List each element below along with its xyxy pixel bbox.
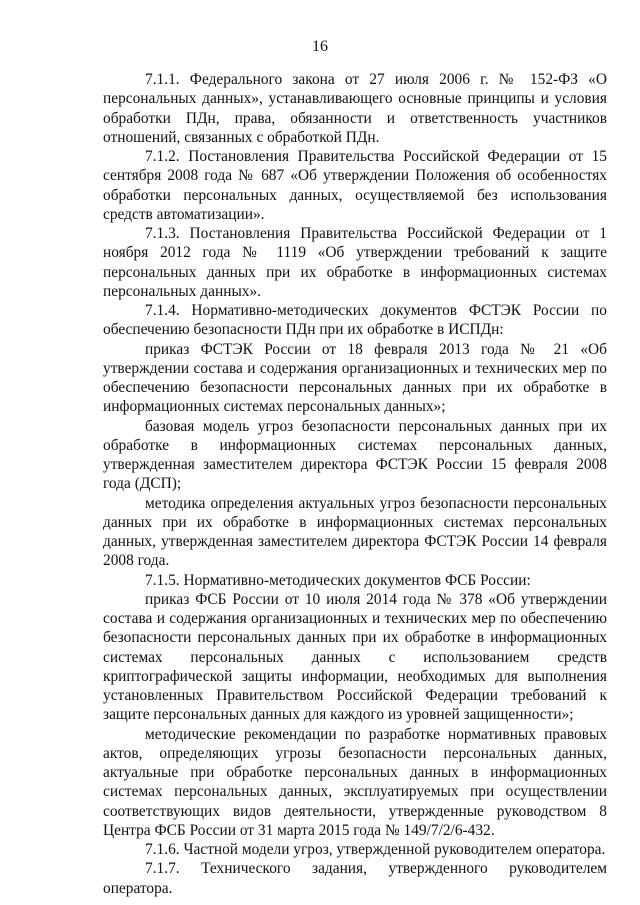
paragraph-fsb-recommendations: методические рекомендации по разработке нормативных правовых актов, определяющих угрозы безопасности персональных данных, актуальные при обработке персональных данных в информационных системах персональных данных, эксплуатируемых при осуществлении соответствующих видов деятельности, утвержденные руководством 8 Центра ФСБ России от 31 марта 2015 года № 149/7/2/6-432. (103, 725, 607, 839)
document-body (103, 70, 607, 898)
paragraph-fstek-base-model: базовая модель угроз безопасности персональных данных при их обработке в информационных системах персональных данных, утвержденная заместителем директора ФСТЭК России 15 февраля 2008 года (ДСП); (103, 417, 607, 493)
paragraph-7-1-6: 7.1.6. Частной модели угроз, утвержденной руководителем оператора. (145, 841, 606, 858)
paragraph-fstek-order-21: приказ ФСТЭК России от 18 февраля 2013 года № 21 «Об утверждении состава и содержания организационных и технических мер по обеспечению безопасности персональных данных при их обработке в информационных системах персональных данных»; (103, 340, 607, 416)
paragraph-fstek-methodology: методика определения актуальных угроз безопасности персональных данных при их обработке в информационных системах персональных данных, утвержденная заместителем директора ФСТЭК России 14 февраля 2008 года. (103, 494, 607, 570)
paragraph-fsb-order-378: приказ ФСБ России от 10 июля 2014 года № 378 «Об утверждении состава и содержания организационных и технических мер по обеспечению безопасности персональных данных при их обработке в информационных системах персональных данных с использованием средств криптографической защиты информации, необходимых для выполнения установленных Правительством Российской Федерации требований к защите персональных данных для каждого из уровней защищенности»; (103, 590, 607, 724)
page-number: 16 (312, 38, 328, 55)
paragraph-7-1-2: 7.1.2. Постановления Правительства Российской Федерации от 15 сентября 2008 года № 687 «Об утверждении Положения об особенностях обработки персональных данных, осуществляемой без использования средств автоматизации». (103, 148, 607, 223)
paragraph-7-1-4: 7.1.4. Нормативно-методических документов ФСТЭК России по обеспечению безопасности ПДн при их обработке в ИСПДн: (103, 302, 607, 339)
paragraph-7-1-3: 7.1.3. Постановления Правительства Российской Федерации от 1 ноября 2012 года № 1119 «Об утверждении требований к защите персональных данных при их обработке в информационных системах персональных данных». (103, 225, 607, 300)
paragraph-7-1-1: 7.1.1. Федерального закона от 27 июля 2006 г. № 152-ФЗ «О персональных данных», устанавливающего основные принципы и условия обработки ПДн, права, обязанности и ответственность участников отношений, связанных с обработкой ПДн. (103, 71, 607, 146)
paragraph-7-1-7: 7.1.7. Технического задания, утвержденного руководителем оператора. (103, 860, 607, 897)
paragraph-7-1-5: 7.1.5. Нормативно-методических документов ФСБ России: (145, 571, 531, 589)
